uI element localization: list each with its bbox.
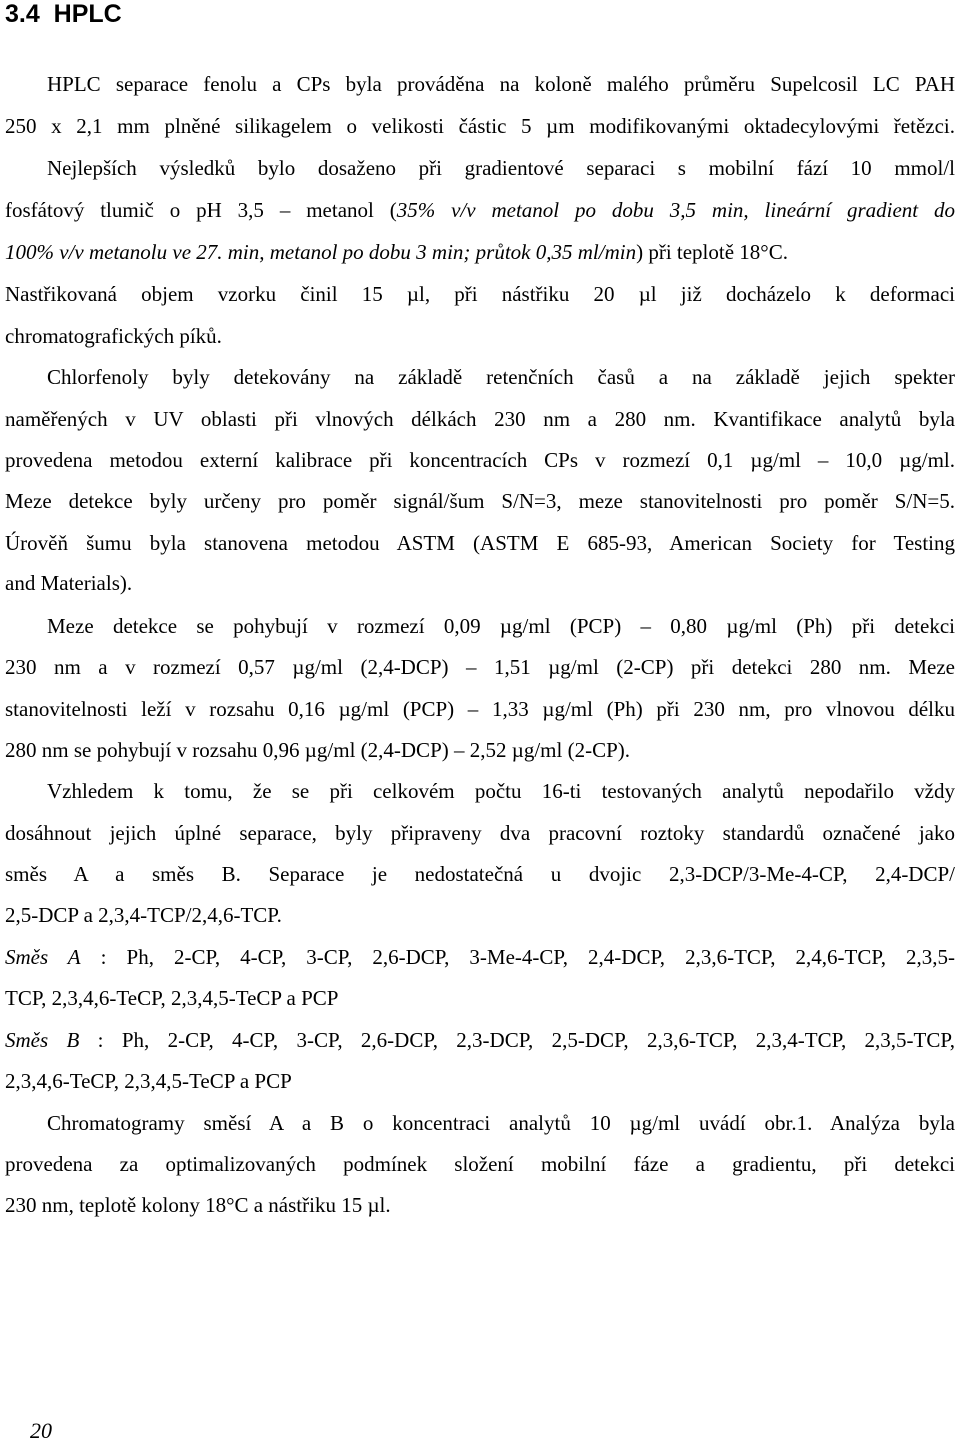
- mix-a-list: : Ph, 2-CP, 4-CP, 3-CP, 2,6-DCP, 3-Me-4-CP, 2,4-DCP, 2,3,6-TCP, 2,4,6-TCP, 2,3,5-: [80, 945, 955, 969]
- section-number: 3.4: [5, 0, 40, 28]
- text-line-5: [5, 239, 955, 265]
- section-title: HPLC: [53, 0, 122, 28]
- text-line-18: Vzhledem k tomu, že se při celkovém počtu 16-ti testovaných analytů nepodařilo vždy: [47, 779, 955, 803]
- mix-b-label: Směs B: [5, 1028, 80, 1052]
- text-line-12: Úrověň šumu byla stanovena metodou ASTM (ASTM E 685-93, American Society for Testing: [5, 531, 955, 555]
- text-line-26: Chromatogramy směsí A a B o koncentraci analytů 10 µg/ml uvádí obr.1. Analýza byla: [47, 1111, 955, 1135]
- text-line-24: [5, 1027, 955, 1053]
- text-line-8: Chlorfenoly byly detekovány na základě retenčních časů a na základě jejich spekter: [47, 365, 955, 389]
- text-line-10: provedena metodou externí kalibrace při koncentracích CPs v rozmezí 0,1 µg/ml – 10,0 µg/ml.: [5, 448, 955, 472]
- text-line-20: směs A a směs B. Separace je nedostatečná u dvojic 2,3-DCP/3-Me-4-CP, 2,4-DCP/: [5, 862, 955, 886]
- text-line-28: 230 nm, teplotě kolony 18°C a nástřiku 15 µl.: [5, 1193, 391, 1217]
- text-line-7: chromatografických píků.: [5, 324, 222, 348]
- text-line-9: naměřených v UV oblasti při vlnových délkách 230 nm a 280 nm. Kvantifikace analytů byla: [5, 407, 955, 431]
- text-line-11: Meze detekce byly určeny pro poměr signál/šum S/N=3, meze stanovitelnosti pro poměr S/N=5.: [5, 489, 955, 513]
- mix-b-list: : Ph, 2-CP, 4-CP, 3-CP, 2,6-DCP, 2,3-DCP, 2,5-DCP, 2,3,6-TCP, 2,3,4-TCP, 2,3,5-TCP,: [79, 1028, 955, 1052]
- text-line-21: 2,5-DCP a 2,3,4-TCP/2,4,6-TCP.: [5, 903, 282, 927]
- text-line-19: dosáhnout jejich úplné separace, byly připraveny dva pracovní roztoky standardů označené jako: [5, 821, 955, 845]
- text-line-15: 230 nm a v rozmezí 0,57 µg/ml (2,4-DCP) – 1,51 µg/ml (2-CP) při detekci 280 nm. Meze: [5, 655, 955, 679]
- text-line-4-italic: 35% v/v metanol po dobu 3,5 min, lineární gradient do: [396, 198, 955, 222]
- text-line-5-end: ) při teplotě 18°C.: [636, 240, 788, 264]
- text-line-4: [5, 197, 955, 223]
- text-line-23: TCP, 2,3,4,6-TeCP, 2,3,4,5-TeCP a PCP: [5, 986, 339, 1010]
- page-number: 20: [30, 1418, 52, 1443]
- text-line-2: 250 x 2,1 mm plněné silikagelem o velikosti částic 5 µm modifikovanými oktadecylovými řetězci.: [5, 114, 955, 138]
- mix-a-label: Směs A: [5, 945, 81, 969]
- text-line-27: provedena za optimalizovaných podmínek složení mobilní fáze a gradientu, při detekci: [5, 1152, 955, 1176]
- text-line-14: Meze detekce se pohybují v rozmezí 0,09 µg/ml (PCP) – 0,80 µg/ml (Ph) při detekci: [47, 614, 955, 638]
- text-line-17: 280 nm se pohybují v rozsahu 0,96 µg/ml (2,4-DCP) – 2,52 µg/ml (2-CP).: [5, 738, 631, 762]
- text-line-1: HPLC separace fenolu a CPs byla prováděna na koloně malého průměru Supelcosil LC PAH: [47, 72, 955, 96]
- text-line-3: Nejlepších výsledků bylo dosaženo při gradientové separaci s mobilní fází 10 mmol/l: [47, 156, 955, 180]
- text-line-4-start: fosfátový tlumič o pH 3,5 – metanol (: [5, 198, 397, 222]
- text-line-5-italic: 100% v/v metanolu ve 27. min, metanol po dobu 3 min; průtok 0,35 ml/min: [5, 240, 637, 264]
- text-line-22: [5, 944, 955, 970]
- section-heading: [5, 0, 122, 28]
- text-line-25: 2,3,4,6-TeCP, 2,3,4,5-TeCP a PCP: [5, 1069, 292, 1093]
- text-line-16: stanovitelnosti leží v rozsahu 0,16 µg/ml (PCP) – 1,33 µg/ml (Ph) při 230 nm, pro vlnovou délku: [5, 697, 955, 721]
- text-line-6: Nastřikovaná objem vzorku činil 15 µl, při nástřiku 20 µl již docházelo k deformaci: [5, 282, 955, 306]
- text-line-13: and Materials).: [5, 571, 133, 595]
